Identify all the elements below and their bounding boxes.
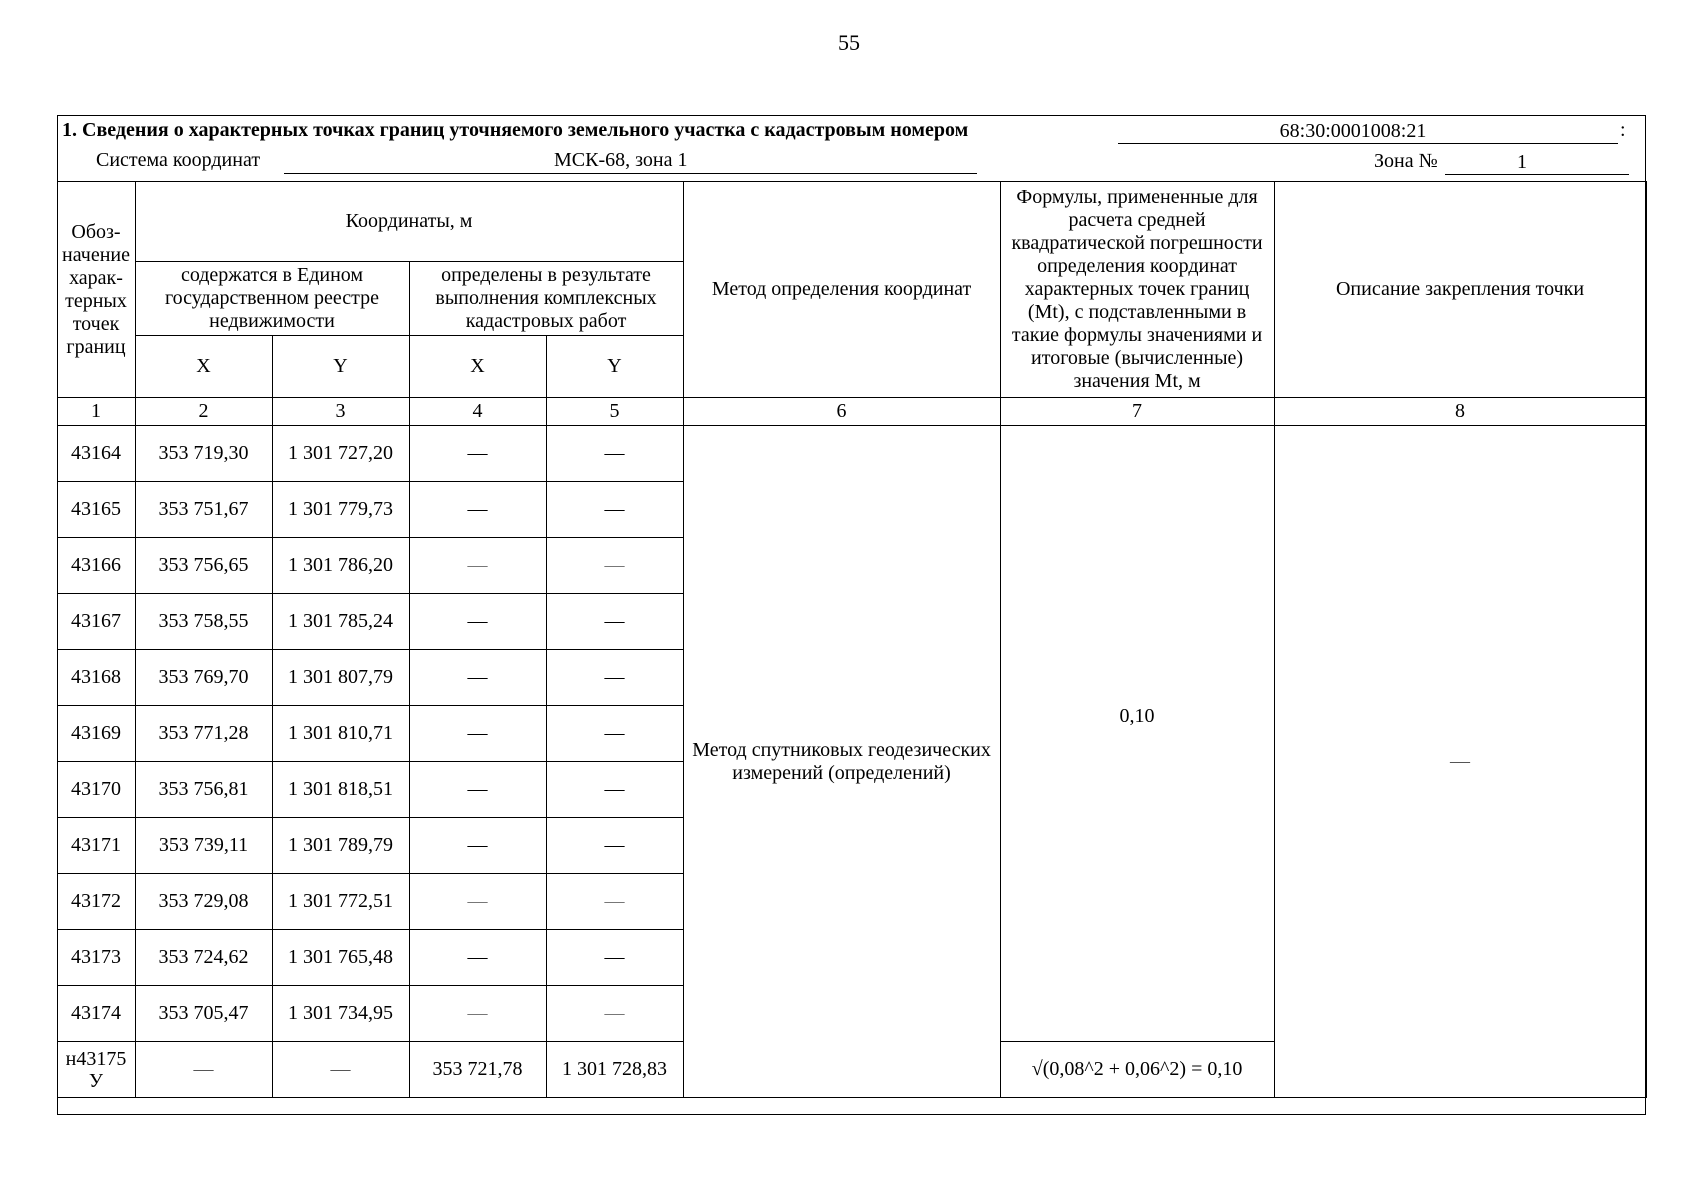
dash-mark: — (604, 498, 625, 520)
complex-y (546, 762, 683, 818)
column-number: 1 (57, 398, 135, 426)
complex-x (409, 482, 546, 538)
complex-x (409, 538, 546, 594)
dash-mark: — (604, 890, 625, 912)
coordinates-table (57, 181, 1647, 1098)
cadastral-number-field (1118, 119, 1618, 144)
header-method: Метод определения координат (683, 182, 1000, 398)
egrn-x: 353 756,81 (135, 762, 272, 818)
dash-mark: — (467, 722, 488, 744)
egrn-x: — (135, 1042, 272, 1098)
dash-mark: — (467, 666, 488, 688)
dash-mark: — (604, 666, 625, 688)
egrn-x: 353 758,55 (135, 594, 272, 650)
egrn-y: 1 301 772,51 (272, 874, 409, 930)
dash-mark: — (604, 778, 625, 800)
point-id: 43173 (57, 930, 135, 986)
complex-y (546, 482, 683, 538)
complex-x (409, 818, 546, 874)
dash-mark: — (604, 554, 625, 576)
column-number: 5 (546, 398, 683, 426)
complex-x (409, 762, 546, 818)
egrn-y: — (272, 1042, 409, 1098)
complex-y (546, 594, 683, 650)
egrn-x: 353 705,47 (135, 986, 272, 1042)
point-id: 43168 (57, 650, 135, 706)
egrn-x: 353 751,67 (135, 482, 272, 538)
point-id: 43164 (57, 426, 135, 482)
egrn-y: 1 301 818,51 (272, 762, 409, 818)
egrn-x: 353 719,30 (135, 426, 272, 482)
dash-mark: — (604, 1002, 625, 1024)
boundary-points-form (57, 115, 1646, 1115)
complex-x (409, 426, 546, 482)
complex-x (409, 706, 546, 762)
egrn-y: 1 301 807,79 (272, 650, 409, 706)
column-number: 3 (272, 398, 409, 426)
dash-mark: — (467, 498, 488, 520)
complex-y (546, 986, 683, 1042)
egrn-x: 353 769,70 (135, 650, 272, 706)
egrn-x: 353 739,11 (135, 818, 272, 874)
egrn-x: 353 724,62 (135, 930, 272, 986)
zone-label: Зона № (1374, 150, 1438, 172)
egrn-y: 1 301 779,73 (272, 482, 409, 538)
dash-mark: — (467, 834, 488, 856)
dash-mark: — (604, 610, 625, 632)
point-id: 43170 (57, 762, 135, 818)
egrn-y: 1 301 734,95 (272, 986, 409, 1042)
complex-y (546, 706, 683, 762)
dash-mark: — (467, 890, 488, 912)
column-number: 2 (135, 398, 272, 426)
point-id: 43166 (57, 538, 135, 594)
complex-x (409, 930, 546, 986)
egrn-x: 353 771,28 (135, 706, 272, 762)
dash-mark: — (604, 946, 625, 968)
page-number: 55 (838, 30, 860, 55)
egrn-y: 1 301 785,24 (272, 594, 409, 650)
method-cell: Метод спутниковых геодезических измерений (определений) (683, 426, 1000, 1098)
column-number: 4 (409, 398, 546, 426)
zone-field (1445, 150, 1629, 175)
column-number: 8 (1274, 398, 1646, 426)
dash-mark: — (467, 554, 488, 576)
egrn-x: 353 756,65 (135, 538, 272, 594)
complex-y (546, 650, 683, 706)
complex-y (546, 818, 683, 874)
complex-x (409, 650, 546, 706)
coord-system-field (284, 149, 977, 174)
complex-y (546, 426, 683, 482)
fixation-cell: — (1274, 426, 1646, 1098)
complex-y: 1 301 728,83 (546, 1042, 683, 1098)
section-title: 1. Сведения о характерных точках границ уточняемого земельного участка с кадастровым номером (62, 119, 969, 141)
complex-x (409, 594, 546, 650)
header-x1: X (135, 336, 272, 398)
zone-value: 1 (1517, 151, 1527, 173)
egrn-y: 1 301 810,71 (272, 706, 409, 762)
column-number: 6 (683, 398, 1000, 426)
header-formulas: Формулы, примененные для расчета средней квадратической погрешности определения координат характерных точек границ (Mt), с подставленными в такие формулы значениями и итоговые (вычисленные) значения Mt, м (1000, 182, 1274, 398)
header-y2: Y (546, 336, 683, 398)
point-id: 43169 (57, 706, 135, 762)
egrn-y: 1 301 786,20 (272, 538, 409, 594)
egrn-y: 1 301 765,48 (272, 930, 409, 986)
egrn-y: 1 301 789,79 (272, 818, 409, 874)
header-fixation: Описание закрепления точки (1274, 182, 1646, 398)
complex-x: 353 721,78 (409, 1042, 546, 1098)
dash-mark: — (467, 778, 488, 800)
mt-formula-cell: √(0,08^2 + 0,06^2) = 0,10 (1000, 1042, 1274, 1098)
point-id: 43171 (57, 818, 135, 874)
header-y1: Y (272, 336, 409, 398)
point-id: 43167 (57, 594, 135, 650)
egrn-x: 353 729,08 (135, 874, 272, 930)
cadastral-number: 68:30:0001008:21 (1279, 120, 1427, 142)
dash-mark: — (467, 610, 488, 632)
dash-mark: — (467, 442, 488, 464)
complex-y (546, 538, 683, 594)
coord-system-value: МСК-68, зона 1 (554, 149, 688, 171)
column-numbers-row (57, 398, 1646, 426)
table-row (57, 426, 1646, 482)
column-number: 7 (1000, 398, 1274, 426)
header-coordinates: Координаты, м (135, 182, 683, 262)
dash-mark: — (467, 1002, 488, 1024)
header-x2: X (409, 336, 546, 398)
dash-mark: — (467, 946, 488, 968)
header-egrn: содержатся в Едином государственном реестре недвижимости (135, 262, 409, 336)
egrn-y: 1 301 727,20 (272, 426, 409, 482)
point-id: 43165 (57, 482, 135, 538)
coord-system-label: Система координат (96, 149, 261, 171)
complex-x (409, 986, 546, 1042)
point-id: н43175 У (57, 1042, 135, 1098)
cadastral-colon: : (1620, 119, 1626, 141)
dash-mark: — (604, 442, 625, 464)
complex-y (546, 930, 683, 986)
dash-mark: — (604, 834, 625, 856)
dash-mark: — (604, 722, 625, 744)
mt-value-cell: 0,10 (1000, 426, 1274, 1042)
complex-y (546, 874, 683, 930)
header-point-designation: Обоз-начение харак-терных точек границ (57, 182, 135, 398)
point-id: 43174 (57, 986, 135, 1042)
header-complex-works: определены в результате выполнения комплексных кадастровых работ (409, 262, 683, 336)
point-id: 43172 (57, 874, 135, 930)
complex-x (409, 874, 546, 930)
